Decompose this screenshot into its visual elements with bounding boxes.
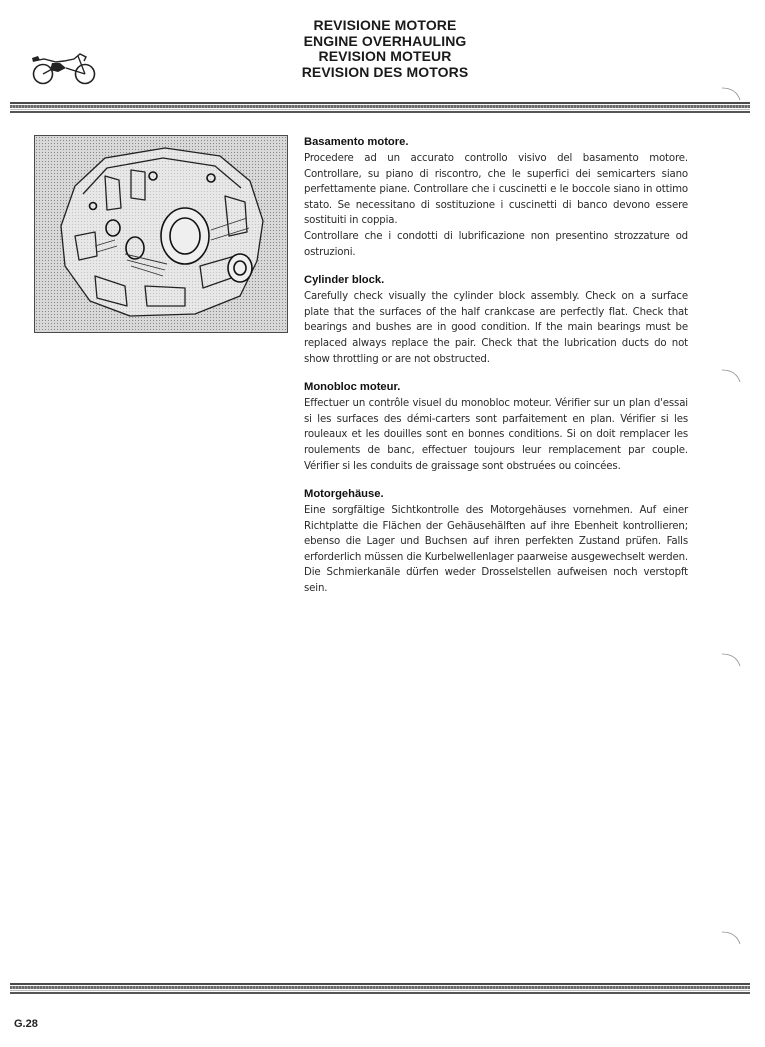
section-paragraph: Effectuer un contrôle visuel du monobloc moteur. Vérifier sur un plan d'essai si les surfaces des démi-carters sont parfaitement en plan. Vérifier si les rouleaux et les douilles sont en bonnes conditions. Si on doit remplacer les roulements de banc, effectuer toujours leur remplacement par couple. Vérifier si les conduits de graissage sont obstruées ou coincées. [304,398,688,472]
binder-hole-mark-icon [720,652,742,668]
motorcycle-logo-icon [30,44,98,86]
header-title-fr: REVISION MOTEUR [318,48,452,64]
section-heading: Motorgehäuse. [304,488,384,501]
section-heading: Cylinder block. [304,274,385,287]
header-rule [10,102,750,113]
header-title-it: REVISIONE MOTORE [313,17,457,33]
section-paragraph: Controllare che i condotti di lubrificazione non presentino strozzature od ostruzioni. [304,230,688,258]
page-number: G.28 [14,1018,38,1030]
section-paragraph: Carefully check visually the cylinder block assembly. Check on a surface plate that the surfaces of the half crankcase are perfectly flat. Check that bearings and bushes are in good condition. If the main bearings must be replaced always replace the pair. Check that the lubrication ducts do not show throttling or are not obstructed. [304,291,688,365]
engine-crankcase-figure [34,135,288,333]
binder-hole-mark-icon [720,930,742,946]
section-fr [304,381,688,474]
text-column [304,136,688,611]
section-heading: Basamento motore. [304,136,409,148]
section-paragraph: Procedere ad un accurato controllo visivo del basamento motore. Controllare, su piano di riscontro, che le superfici dei semicarters siano perfettamente piane. Controllare che i cuscinetti e le boccole siano in ottimo stato. Se necessitano di sostituzione i cuscinetti di banco devono essere sostituiti in coppia. [304,153,688,227]
header-title-en: ENGINE OVERHAULING [303,32,467,49]
section-heading: Monobloc moteur. [304,381,401,394]
footer-rule [10,983,750,994]
page-header [230,18,540,80]
section-de [304,488,688,597]
binder-hole-mark-icon [720,86,742,102]
header-title-de: REVISION DES MOTORS [301,63,469,80]
engine-crankcase-icon [35,136,287,332]
section-paragraph: Eine sorgfältige Sichtkontrolle des Motorgehäuses vornehmen. Auf einer Richtplatte die Flächen der Gehäusehälften auf ihre Ebenheit kontrollieren; ebenso die Lager und Buchsen auf ihren perfekten Zustand prüfen. Falls erforderlich müssen die Kurbelwellenlager paarweise ausgewechselt werden. Die Schmierkanäle dürfen weder Drosselstellen aufweisen noch verstopft sein. [304,505,688,595]
section-it [304,136,688,260]
section-en [304,274,688,367]
binder-hole-mark-icon [720,368,742,384]
